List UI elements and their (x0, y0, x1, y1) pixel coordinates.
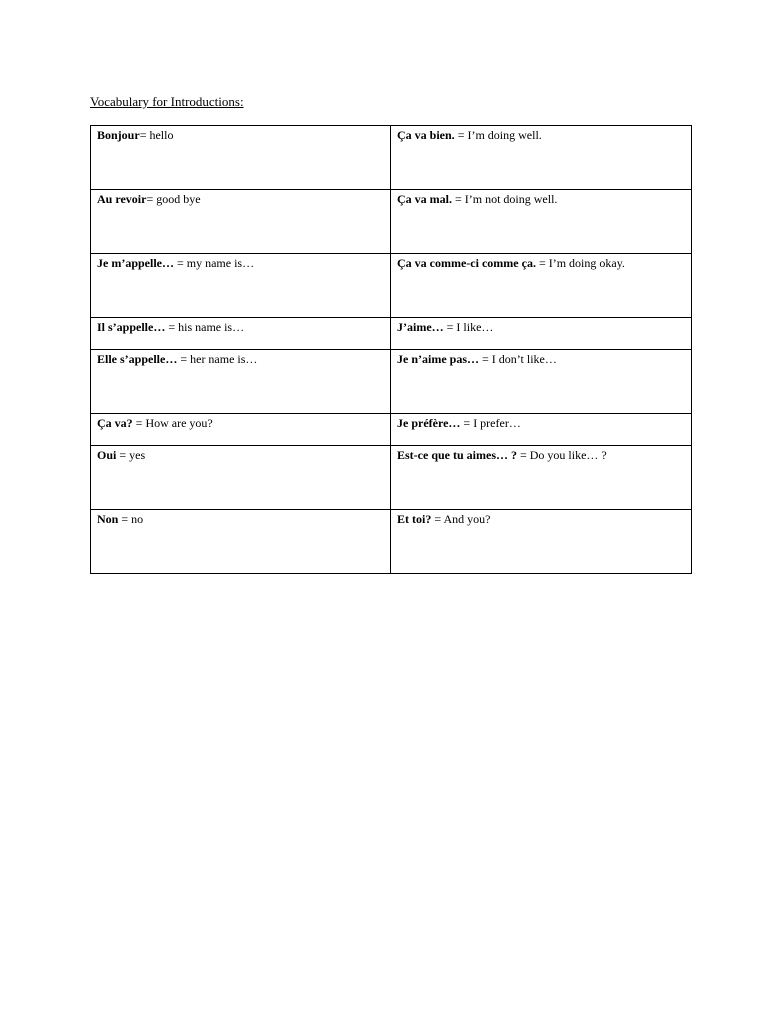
table-cell (91, 414, 391, 446)
page-title: Vocabulary for Introductions: (90, 94, 244, 109)
french-term: Bonjour (97, 128, 140, 142)
table-cell (391, 414, 692, 446)
table-cell (391, 350, 692, 414)
table-cell (91, 126, 391, 190)
table-row (91, 126, 692, 190)
table-cell (91, 510, 391, 574)
english-definition: = his name is… (165, 320, 245, 334)
table-cell (91, 318, 391, 350)
french-term: Au revoir (97, 192, 147, 206)
table-row (91, 350, 692, 414)
vocabulary-table (90, 125, 692, 574)
french-term: Je n’aime pas… (397, 352, 479, 366)
table-row (91, 414, 692, 446)
table-cell (391, 126, 692, 190)
english-definition: = no (118, 512, 144, 526)
english-definition: = I’m doing well. (454, 128, 542, 142)
french-term: Je m’appelle… (97, 256, 174, 270)
french-term: Ça va mal. (397, 192, 452, 206)
french-term: Est-ce que tu aimes… ? (397, 448, 517, 462)
table-row (91, 318, 692, 350)
table-row (91, 254, 692, 318)
table-cell (91, 350, 391, 414)
english-definition: = I prefer… (460, 416, 521, 430)
table-cell (391, 190, 692, 254)
table-row (91, 190, 692, 254)
french-term: J’aime… (397, 320, 444, 334)
english-definition: = And you? (431, 512, 491, 526)
english-definition: = hello (139, 128, 174, 142)
table-cell (91, 254, 391, 318)
french-term: Et toi? (397, 512, 432, 526)
table-cell (91, 190, 391, 254)
english-definition: = I like… (443, 320, 494, 334)
french-term: Elle s’appelle… (97, 352, 178, 366)
french-term: Ça va bien. (397, 128, 455, 142)
table-cell (391, 510, 692, 574)
english-definition: = I’m doing okay. (535, 256, 625, 270)
english-definition: = I’m not doing well. (452, 192, 558, 206)
english-definition: = How are you? (132, 416, 213, 430)
table-row (91, 510, 692, 574)
french-term: Oui (97, 448, 117, 462)
table-row (91, 446, 692, 510)
english-definition: = my name is… (174, 256, 255, 270)
table-cell (391, 254, 692, 318)
english-definition: = Do you like… ? (517, 448, 607, 462)
table-cell (391, 318, 692, 350)
english-definition: = her name is… (177, 352, 258, 366)
french-term: Je préfère… (397, 416, 461, 430)
table-cell (91, 446, 391, 510)
english-definition: = yes (116, 448, 146, 462)
english-definition: = I don’t like… (479, 352, 557, 366)
english-definition: = good bye (146, 192, 201, 206)
table-cell (391, 446, 692, 510)
french-term: Ça va comme-ci comme ça. (397, 256, 536, 270)
french-term: Il s’appelle… (97, 320, 166, 334)
french-term: Ça va? (97, 416, 133, 430)
french-term: Non (97, 512, 119, 526)
